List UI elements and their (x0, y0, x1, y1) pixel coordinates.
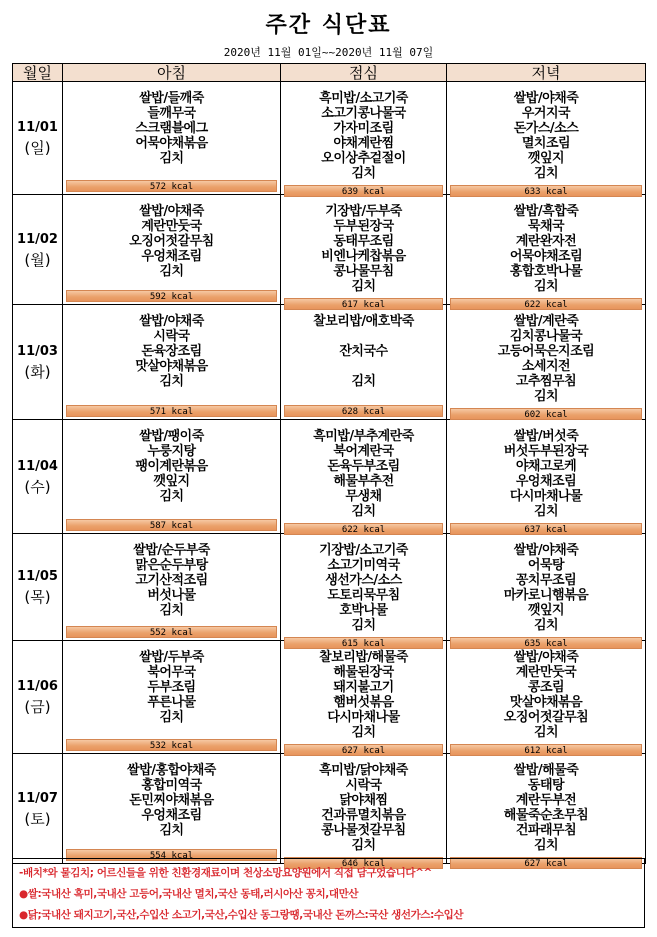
dish-item (283, 359, 444, 374)
breakfast-dishes (63, 196, 280, 283)
dish-item: 쌀밥/팽이죽 (139, 428, 204, 444)
dish-item: 꽁치무조림 (515, 572, 577, 588)
dish-item: 맛살야채볶음 (509, 694, 583, 710)
breakfast-kcal-bar: 552 kcal (66, 626, 277, 638)
dish-item: 콩나물무침 (333, 263, 394, 279)
dish-item: 김치 (351, 503, 376, 519)
dish-item: 쌀밥/야채죽 (513, 90, 579, 106)
dish-item: 푸른나물 (147, 694, 196, 710)
dish-item: 무생채 (345, 488, 382, 504)
dish-item: 어묵탕 (527, 557, 565, 573)
dish-item: 건파래무침 (515, 822, 577, 838)
dish-item: 동태탕 (527, 777, 565, 793)
breakfast-dishes (63, 535, 280, 622)
dish-item: 김치 (159, 602, 184, 618)
breakfast-cell (63, 534, 281, 641)
dish-item: 기장밥/두부죽 (325, 203, 402, 219)
dish-item: 가자미조림 (333, 120, 394, 136)
dinner-dishes (447, 642, 645, 744)
dish-item: 소세지전 (521, 358, 571, 374)
dish-item: 홍합호박나물 (509, 263, 583, 279)
day-cell (13, 641, 63, 754)
note-line: ●닭;국내산 돼지고기,국산,수입산 소고기,국산,수입산 동그랑땡,국내산 돈까스:국산 생선가스:수입산 (19, 909, 464, 921)
dish-item: 흑미밥/닭야채죽 (319, 762, 408, 778)
dish-item: 계란두부전 (515, 792, 577, 808)
dish-item: 흑미밥/소고기죽 (319, 90, 408, 106)
dinner-dishes (447, 83, 645, 185)
day-row (13, 82, 646, 195)
dish-item: 버섯두부된장국 (503, 443, 589, 459)
dish-item: 동태무조림 (333, 233, 394, 249)
dish-item: 고등어묵은지조림 (497, 343, 595, 359)
dish-item: 호박나물 (339, 602, 388, 618)
dish-item: 어묵야채조림 (509, 248, 583, 264)
dish-item: 콩나물젓갈무침 (321, 822, 406, 838)
dish-item: 우엉채조림 (141, 248, 202, 264)
dish-item: 고추찜무침 (515, 373, 577, 389)
dish-item: 시락국 (345, 777, 382, 793)
dish-item: 두부된장국 (333, 218, 394, 234)
dish-item: 쌀밥/야채죽 (139, 203, 204, 219)
dish-item: 김치 (159, 488, 184, 504)
dish-item: 김치 (533, 278, 559, 294)
notes-box (12, 858, 645, 928)
lunch-dishes (281, 83, 446, 185)
breakfast-dishes (63, 83, 280, 170)
dish-item: 어묵야채볶음 (135, 135, 208, 151)
day-row (13, 305, 646, 420)
breakfast-cell (63, 82, 281, 195)
dish-item: 멸치조림 (521, 135, 571, 151)
day-row (13, 641, 646, 754)
dish-item: 비엔나케찹볶음 (321, 248, 406, 264)
dish-item: 맛살야채볶음 (135, 358, 208, 374)
day-cell (13, 420, 63, 534)
dish-item: 계란만둣국 (515, 664, 577, 680)
header-breakfast: 아침 (63, 64, 281, 82)
day-row (13, 420, 646, 534)
day-of-week: (목) (24, 588, 51, 606)
dish-item: 계란만둣국 (141, 218, 202, 234)
dish-item (283, 329, 444, 344)
breakfast-kcal-bar: 572 kcal (66, 180, 277, 192)
dish-item: 돈민찌야채볶음 (129, 792, 214, 808)
day-of-week: (월) (24, 250, 51, 269)
dish-item: 김치 (533, 617, 559, 633)
dish-item: 쌀밥/순두부죽 (133, 542, 210, 558)
dinner-kcal-bar: 633 kcal (450, 185, 642, 197)
dish-item: 김치 (533, 724, 559, 740)
dish-item: 야채계란찜 (333, 135, 394, 151)
dinner-cell (447, 195, 646, 310)
day-date: 11/03 (17, 344, 58, 359)
dish-item: 소고기미역국 (327, 557, 400, 573)
dinner-cell (447, 754, 646, 869)
menu-table (12, 63, 646, 869)
day-of-week: (토) (24, 809, 51, 828)
breakfast-cell (63, 305, 281, 420)
dish-item: 우거지국 (521, 105, 571, 121)
dish-item: 콩조림 (527, 679, 565, 695)
day-date: 11/02 (17, 231, 58, 247)
note-line: ●쌀:국내산 흑미,국내산 고등어,국내산 멸치,국산 동태,러시아산 꽁치,대만산 (19, 888, 359, 900)
breakfast-cell (63, 754, 281, 864)
dish-item: 건과류멸치볶음 (321, 807, 406, 823)
dish-item: 김치 (159, 150, 184, 166)
dish-item: 김치 (533, 165, 559, 181)
dish-item: 김치 (159, 709, 184, 725)
day-of-week: (일) (24, 139, 51, 157)
breakfast-dishes (63, 306, 280, 393)
dish-item: 잔치국수 (339, 343, 388, 359)
breakfast-cell (63, 195, 281, 305)
dish-item: 도토리묵무침 (327, 587, 400, 603)
lunch-cell (281, 641, 447, 754)
dish-item: 쌀밥/홍합야채죽 (127, 762, 216, 778)
dish-item: 생선가스/소스 (325, 572, 402, 588)
dish-item: 우엉채조림 (515, 473, 577, 489)
lunch-dishes (281, 196, 446, 298)
dish-item: 해물부추전 (333, 473, 394, 489)
dinner-dishes (447, 196, 645, 298)
dish-item: 김치 (351, 373, 376, 389)
dish-item: 다시마채나물 (509, 488, 583, 504)
dish-item: 김치 (351, 617, 376, 633)
dinner-kcal-bar: 637 kcal (450, 523, 642, 535)
dish-item: 맑은순두부탕 (135, 557, 208, 573)
dish-item: 깻잎지 (153, 473, 190, 489)
dish-item: 쌀밥/계란죽 (513, 313, 579, 329)
dish-item: 두부조림 (147, 679, 196, 695)
dish-item: 김치 (159, 822, 184, 838)
breakfast-kcal-bar: 554 kcal (66, 849, 277, 861)
day-of-week: (화) (24, 363, 51, 381)
dish-item: 쌀밥/두부죽 (139, 649, 204, 665)
day-cell (13, 754, 63, 864)
dish-item: 김치 (533, 503, 559, 519)
day-of-week: (수) (24, 477, 51, 496)
lunch-dishes (281, 421, 446, 523)
dish-item: 누룽지탕 (147, 443, 196, 459)
dish-item: 김치 (351, 837, 376, 853)
dish-item: 야채고로케 (515, 458, 577, 474)
dish-item: 돼지불고기 (333, 679, 394, 695)
dish-item: 깻잎지 (527, 602, 565, 618)
dish-item: 고기산적조림 (135, 572, 208, 588)
dish-item: 김치 (351, 165, 376, 181)
day-of-week: (금) (24, 698, 51, 716)
day-date: 11/01 (17, 120, 58, 135)
dish-item: 찰보리밥/애호박죽 (313, 313, 414, 329)
breakfast-cell (63, 420, 281, 534)
dinner-kcal-bar: 612 kcal (450, 744, 642, 756)
dish-item: 북어무국 (147, 664, 196, 680)
dish-item: 소고기콩나물국 (321, 105, 406, 121)
dish-item: 마카로니햄볶음 (503, 587, 589, 603)
lunch-dishes (281, 642, 446, 744)
lunch-kcal-bar: 628 kcal (284, 405, 443, 417)
dish-item: 돈육두부조림 (327, 458, 400, 474)
dish-item: 쌀밥/들깨죽 (139, 90, 204, 106)
dinner-kcal-bar: 602 kcal (450, 408, 642, 420)
breakfast-kcal-bar: 587 kcal (66, 519, 277, 531)
breakfast-dishes (63, 755, 280, 842)
note-line: -배치*와 물김치; 어르신들을 위한 친환경재료이며 천상소망요양원에서 직접 담구었습니다^^ (19, 867, 432, 879)
dish-item: 김치 (351, 724, 376, 740)
day-date: 11/04 (17, 458, 58, 474)
day-date: 11/05 (17, 569, 58, 584)
dish-item: 스크램블에그 (135, 120, 208, 136)
dinner-cell (447, 641, 646, 754)
day-cell (13, 82, 63, 195)
dinner-kcal-bar: 635 kcal (450, 637, 642, 649)
lunch-cell (281, 534, 447, 649)
dish-item: 흑미밥/부추계란죽 (313, 428, 414, 444)
day-cell (13, 195, 63, 305)
dish-item: 김치 (533, 837, 559, 853)
dish-item: 다시마채나물 (327, 709, 400, 725)
dinner-cell (447, 420, 646, 534)
day-row (13, 754, 646, 864)
dish-item: 쌀밥/버섯죽 (513, 428, 579, 444)
lunch-cell (281, 195, 447, 310)
dinner-dishes (447, 421, 645, 523)
lunch-dishes (281, 306, 446, 393)
breakfast-kcal-bar: 571 kcal (66, 405, 277, 417)
lunch-kcal-bar: 639 kcal (284, 185, 443, 197)
dish-item: 깻잎지 (527, 150, 565, 166)
dish-item: 해물된장국 (333, 664, 394, 680)
lunch-kcal-bar: 615 kcal (284, 637, 443, 649)
header-lunch: 점심 (281, 64, 447, 82)
lunch-kcal-bar: 622 kcal (284, 523, 443, 535)
dish-item: 쌀밥/해물죽 (513, 762, 579, 778)
breakfast-cell (63, 641, 281, 754)
lunch-kcal-bar: 646 kcal (284, 857, 443, 869)
dinner-kcal-bar: 622 kcal (450, 298, 642, 310)
dinner-kcal-bar: 627 kcal (450, 857, 642, 869)
dish-item: 기장밥/소고기죽 (319, 542, 408, 558)
dish-item: 버섯나물 (147, 587, 196, 603)
day-row (13, 534, 646, 641)
header-dinner: 저녁 (447, 64, 646, 82)
page-title: 주간 식단표 (265, 13, 392, 38)
dish-item: 오이상추겉절이 (321, 150, 406, 166)
dish-item: 쌀밥/야채죽 (513, 649, 579, 665)
lunch-kcal-bar: 617 kcal (284, 298, 443, 310)
date-range: 2020년 11월 01일~~2020년 11월 07일 (223, 46, 434, 59)
dish-item: 오징어젓갈무침 (503, 709, 589, 725)
dish-item: 계란완자전 (515, 233, 577, 249)
dinner-cell (447, 82, 646, 195)
lunch-cell (281, 420, 447, 534)
header-date: 월일 (13, 64, 63, 82)
dish-item: 김치 (533, 388, 559, 404)
dish-item: 찰보리밥/해물죽 (319, 649, 408, 665)
breakfast-kcal-bar: 592 kcal (66, 290, 277, 302)
dish-item: 쌀밥/야채죽 (139, 313, 204, 329)
dish-item: 북어계란국 (333, 443, 394, 459)
lunch-dishes (281, 535, 446, 637)
dish-item: 돈육장조림 (141, 343, 202, 359)
lunch-kcal-bar: 627 kcal (284, 744, 443, 756)
dinner-cell (447, 305, 646, 420)
dinner-cell (447, 534, 646, 649)
day-cell (13, 534, 63, 641)
dish-item: 시락국 (153, 328, 190, 344)
dish-item: 닭야채찜 (339, 792, 388, 808)
day-cell (13, 305, 63, 420)
dish-item: 홍합미역국 (141, 777, 202, 793)
dinner-dishes (447, 755, 645, 857)
day-date: 11/06 (17, 679, 58, 694)
dish-item: 김치 (351, 278, 376, 294)
dish-item: 해물죽순초무침 (503, 807, 589, 823)
dish-item: 오징어젓갈무침 (129, 233, 214, 249)
dinner-dishes (447, 306, 645, 408)
dish-item: 쌀밥/흑합죽 (513, 203, 579, 219)
dish-item: 햄버섯볶음 (333, 694, 394, 710)
dish-item: 묵채국 (527, 218, 565, 234)
dish-item: 김치 (159, 263, 184, 279)
breakfast-kcal-bar: 532 kcal (66, 739, 277, 751)
breakfast-dishes (63, 421, 280, 508)
dish-item: 들깨무국 (147, 105, 196, 121)
lunch-cell (281, 305, 447, 420)
dish-item: 우엉채조림 (141, 807, 202, 823)
breakfast-dishes (63, 642, 280, 729)
dish-item: 김치콩나물국 (509, 328, 583, 344)
dish-item: 김치 (159, 373, 184, 389)
lunch-cell (281, 82, 447, 195)
dinner-dishes (447, 535, 645, 637)
dish-item: 팽이계란볶음 (135, 458, 208, 474)
lunch-dishes (281, 755, 446, 857)
day-row (13, 195, 646, 305)
dish-item: 돈가스/소스 (513, 120, 579, 136)
day-date: 11/07 (17, 790, 58, 806)
dish-item: 쌀밥/야채죽 (513, 542, 579, 558)
header-row (13, 64, 646, 82)
lunch-cell (281, 754, 447, 869)
